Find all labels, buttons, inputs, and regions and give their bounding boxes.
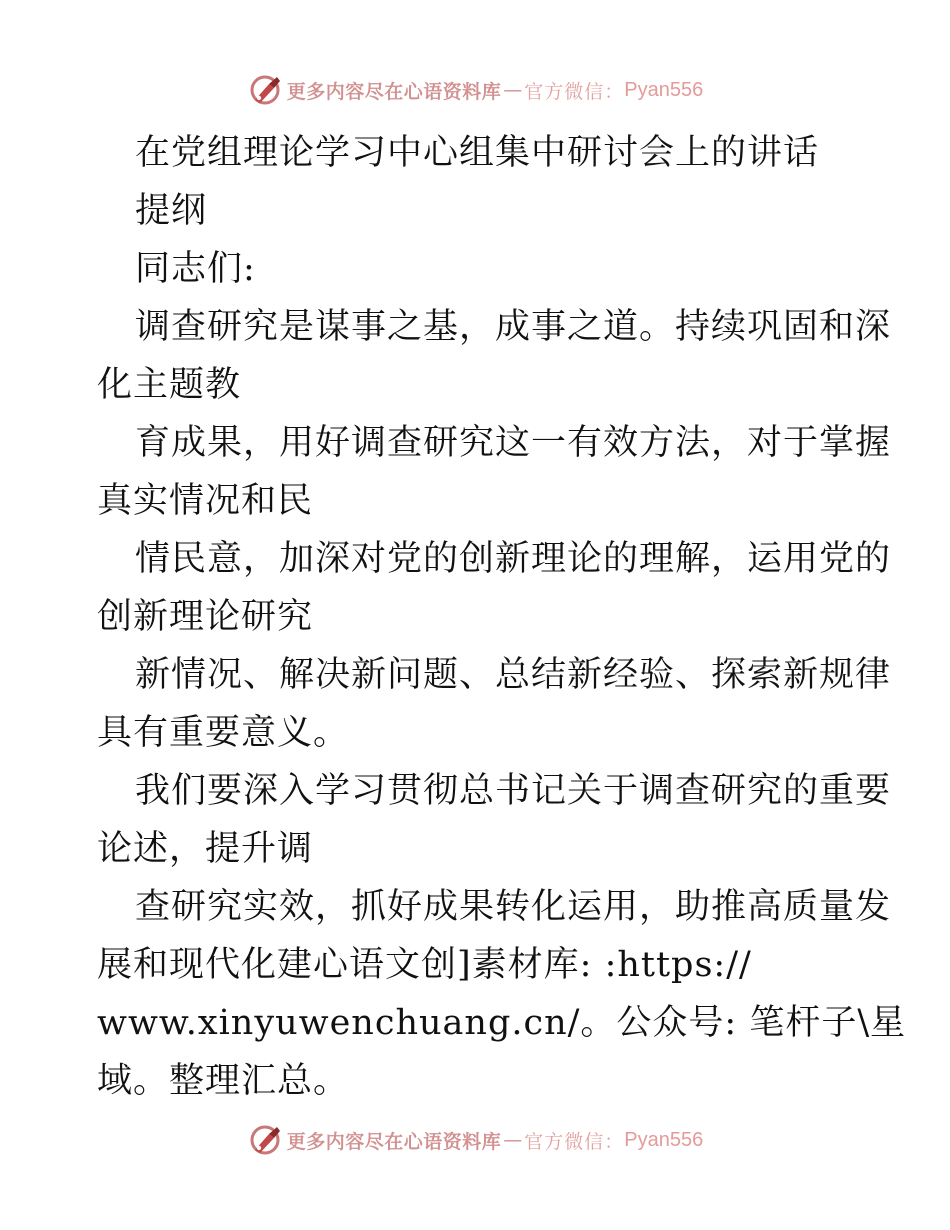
- text-line: 化主题教: [97, 365, 242, 405]
- text-line: 展和现代化建心语文创]素材库: :https://: [97, 945, 752, 985]
- text-line: 真实情况和民: [97, 481, 314, 521]
- header-banner: [0, 70, 950, 110]
- header-dash: —: [503, 79, 523, 101]
- document-subtitle: 提纲: [135, 191, 208, 231]
- text-line: 创新理论研究: [97, 597, 314, 637]
- salutation: 同志们:: [135, 249, 256, 289]
- text-line: 论述，提升调: [97, 829, 314, 869]
- text-line: 具有重要意义。: [97, 713, 350, 753]
- pen-logo-icon: [247, 72, 283, 108]
- footer-banner: [0, 1120, 950, 1160]
- footer-promo-text: 更多内容尽在心语资料库: [286, 1130, 502, 1153]
- text-line: 查研究实效，抓好成果转化运用，助推高质量发: [135, 887, 892, 927]
- header-promo-text: 更多内容尽在心语资料库: [286, 80, 502, 103]
- text-line: 育成果，用好调查研究这一有效方法，对于掌握: [135, 423, 892, 463]
- footer-dash: —: [503, 1129, 523, 1151]
- footer-wechat-id: Pyan556: [624, 1128, 704, 1151]
- text-line: 我们要深入学习贯彻总书记关于调查研究的重要: [135, 771, 892, 811]
- document-body: [97, 124, 907, 1110]
- text-line: 调查研究是谋事之基，成事之道。持续巩固和深: [135, 307, 892, 347]
- text-line: 域。整理汇总。: [97, 1061, 350, 1101]
- footer-wechat-label: 官方微信：: [524, 1130, 625, 1153]
- text-line: 新情况、解决新问题、总结新经验、探索新规律: [135, 655, 892, 695]
- text-line: www.xinyuwenchuang.cn/。公众号: 笔杆子\星: [97, 1003, 907, 1043]
- text-line: 情民意，加深对党的创新理论的理解，运用党的: [135, 539, 892, 579]
- document-title: 在党组理论学习中心组集中研讨会上的讲话: [135, 133, 820, 173]
- header-wechat-id: Pyan556: [624, 78, 704, 101]
- header-wechat-label: 官方微信：: [524, 80, 625, 103]
- pen-logo-icon: [247, 1122, 283, 1158]
